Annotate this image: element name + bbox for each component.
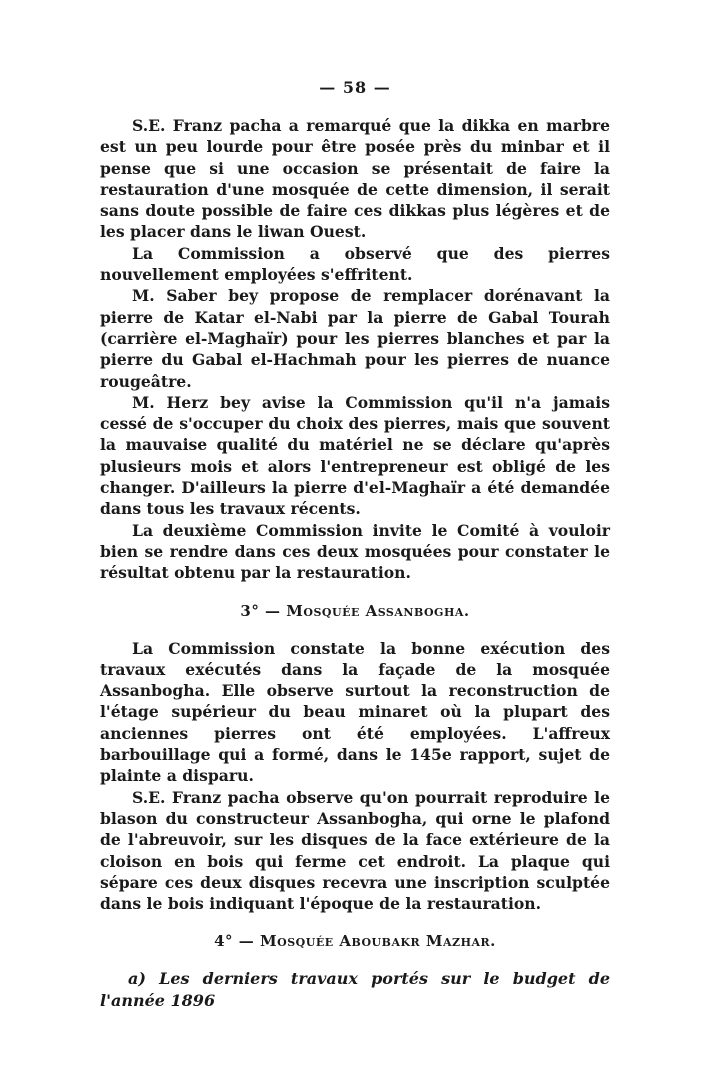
paragraph: La Commission constate la bonne exécution des travaux exécutés dans la façade de la mosquée Assanbogha. Elle observe surtout la reconstruction de l'étage supérieur du beau minaret où la plupart des anciennes pierres ont été employées. L'affreux barbouillage qui a formé, dans le 145e rapport, sujet de plainte a disparu.: [100, 638, 610, 786]
paragraph: La Commission a observé que des pierres nouvellement employées s'effritent.: [100, 243, 610, 285]
paragraph: S.E. Franz pacha observe qu'on pourrait reproduire le blason du constructeur Assanbogha, qui orne le plafond de l'abreuvoir, sur les disques de la face extérieure de la cloison en bois qui ferme cet endroit. La plaque qui sépare ces deux disques recevra une inscription sculptée dans le bois indiquant l'époque de la restauration.: [100, 787, 610, 914]
section-number: 4° —: [214, 932, 255, 951]
paragraph: M. Herz bey avise la Commission qu'il n'a jamais cessé de s'occuper du choix des pierres, mais que souvent la mauvaise qualité du matériel ne se déclare qu'après plusieurs mois et alors l'entrepreneur est obligé de les changer. D'ailleurs la pierre d'el-Maghaïr a été demandée dans tous les travaux récents.: [100, 392, 610, 519]
paragraph: La deuxième Commission invite le Comité à vouloir bien se rendre dans ces deux mosquées pour constater le résultat obtenu par la restauration.: [100, 520, 610, 583]
paragraph: M. Saber bey propose de remplacer dorénavant la pierre de Katar el-Nabi par la pierre de Gabal Tourah (carrière el-Maghaïr) pour les pierres blanches et par la pierre du Gabal el-Hachmah pour les pierres de nuance rougeâtre.: [100, 286, 610, 391]
paragraph-last-line: a) Les derniers travaux portés sur le budget de l'année 1896: [100, 969, 610, 1010]
section-heading-3: [100, 602, 610, 620]
page-number: — 58 —: [319, 78, 391, 97]
paragraph: S.E. Franz pacha a remarqué que la dikka en marbre est un peu lourde pour être posée près du minbar et il pense que si une occasion se présentait de faire la restauration d'une mosquée de cette dimension, il serait sans doute possible de faire ces dikkas plus légères et de les placer dans le liwan Ouest.: [100, 116, 610, 242]
section-title: Mosquée Assanbogha.: [286, 601, 470, 620]
section-heading-4: [100, 932, 610, 950]
section-number: 3° —: [240, 601, 281, 620]
section-title: Mosquée Aboubakr Mazhar.: [260, 932, 496, 951]
